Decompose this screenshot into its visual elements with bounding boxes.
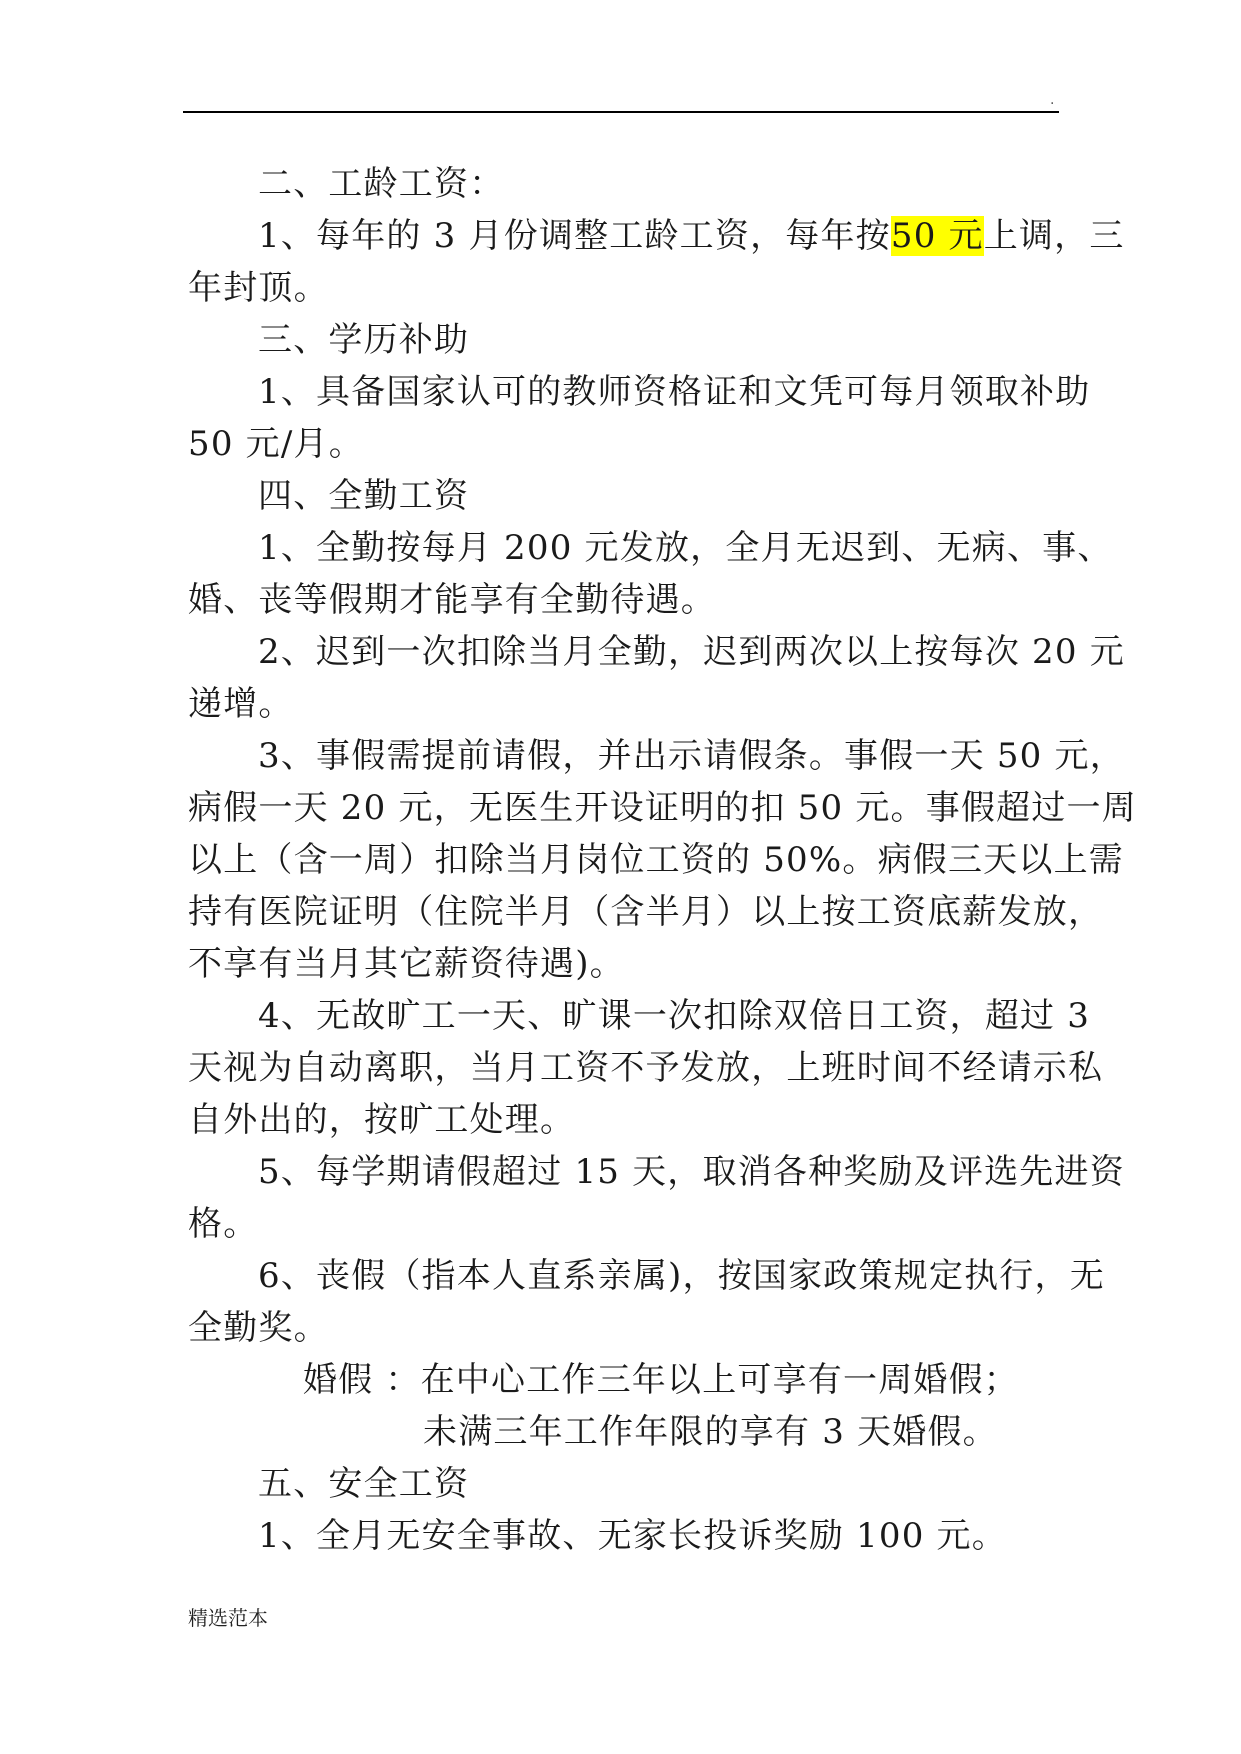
paragraph-line: 不享有当月其它薪资待遇)。 bbox=[188, 944, 625, 984]
paragraph-line bbox=[258, 210, 1125, 262]
paragraph-line: 3、事假需提前请假，并出示请假条。事假一天 50 元， bbox=[258, 736, 1125, 776]
paragraph-line: 1、全勤按每月 200 元发放，全月无迟到、无病、事、 bbox=[258, 528, 1113, 568]
text-run: 1、每年的 3 月份调整工龄工资，每年按 bbox=[258, 216, 891, 256]
footer-label: 精选范本 bbox=[188, 1606, 268, 1630]
paragraph-line: 格。 bbox=[188, 1204, 259, 1244]
section-heading-education: 三、学历补助 bbox=[258, 320, 470, 360]
paragraph-line: 病假一天 20 元，无医生开设证明的扣 50 元。事假超过一周 bbox=[188, 788, 1137, 828]
paragraph-line: 年封顶。 bbox=[188, 268, 329, 308]
paragraph-line: 婚、丧等假期才能享有全勤待遇。 bbox=[188, 580, 716, 620]
paragraph-line: 4、无故旷工一天、旷课一次扣除双倍日工资，超过 3 bbox=[258, 996, 1091, 1036]
marriage-leave-line: 婚假 ：在中心工作三年以上可享有一周婚假； bbox=[303, 1360, 1020, 1400]
paragraph-line: 50 元/月。 bbox=[188, 424, 364, 464]
paragraph-line: 全勤奖。 bbox=[188, 1308, 329, 1348]
paragraph-line: 持有医院证明（住院半月（含半月）以上按工资底薪发放， bbox=[188, 892, 1104, 932]
marriage-leave-line: 未满三年工作年限的享有 3 天婚假。 bbox=[423, 1412, 998, 1452]
paragraph-line: 天视为自动离职，当月工资不予发放，上班时间不经请示私 bbox=[188, 1048, 1104, 1088]
paragraph-line: 5、每学期请假超过 15 天，取消各种奖励及评选先进资 bbox=[258, 1152, 1125, 1192]
paragraph-line: 2、迟到一次扣除当月全勤，迟到两次以上按每次 20 元 bbox=[258, 632, 1125, 672]
highlighted-amount: 50 元 bbox=[890, 216, 984, 256]
paragraph-line: 递增。 bbox=[188, 684, 294, 724]
header-mark: . bbox=[1050, 92, 1055, 108]
paragraph-line: 1、全月无安全事故、无家长投诉奖励 100 元。 bbox=[258, 1516, 1007, 1556]
text-run: 上调，三 bbox=[983, 216, 1125, 256]
section-heading-safety: 五、安全工资 bbox=[258, 1464, 470, 1504]
paragraph-line: 6、丧假（指本人直系亲属)，按国家政策规定执行，无 bbox=[258, 1256, 1105, 1296]
header-rule bbox=[183, 111, 1059, 113]
section-heading-attendance: 四、全勤工资 bbox=[258, 476, 470, 516]
paragraph-line: 自外出的，按旷工处理。 bbox=[188, 1100, 576, 1140]
paragraph-line: 以上（含一周）扣除当月岗位工资的 50%。病假三天以上需 bbox=[188, 840, 1124, 880]
paragraph-line: 1、具备国家认可的教师资格证和文凭可每月领取补助 bbox=[258, 372, 1091, 412]
section-heading-seniority: 二、工龄工资： bbox=[258, 164, 505, 204]
